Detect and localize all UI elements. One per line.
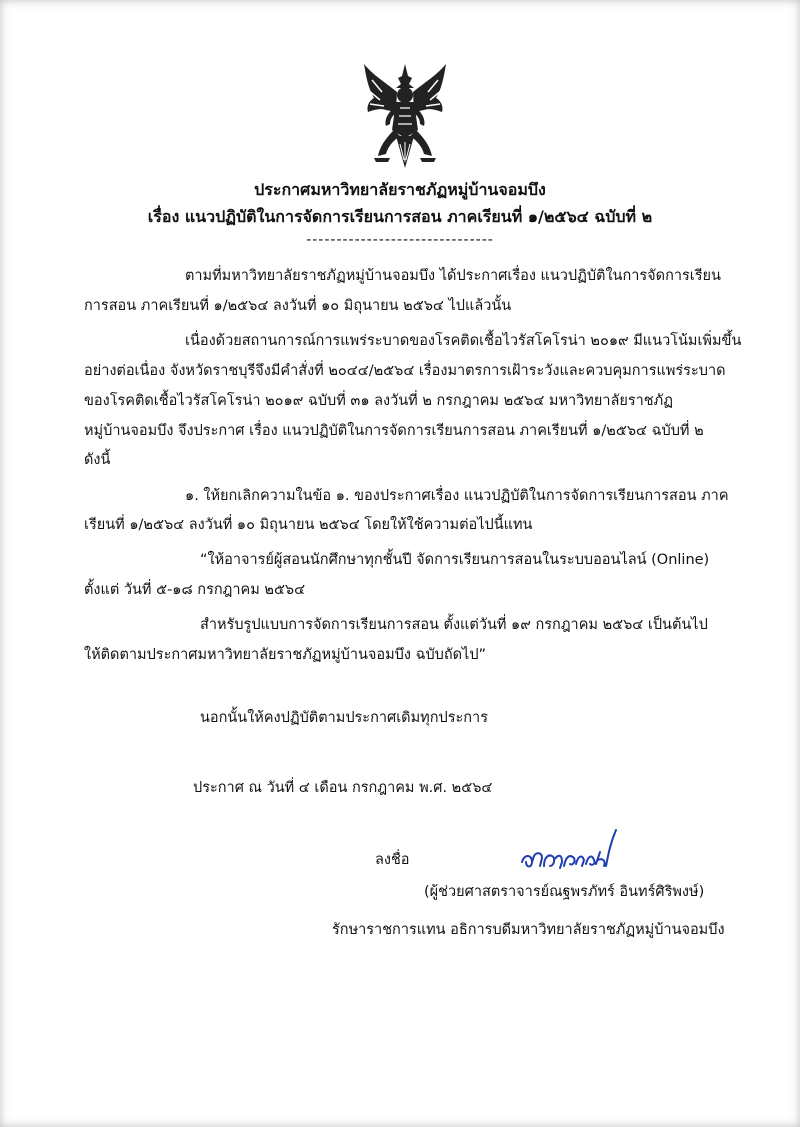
body-line: เรียนที่ ๑/๒๕๖๔ ลงวันที่ ๑๐ มิถุนายน ๒๕๖๔ โดยให้ใช้ความต่อไปนี้แทน <box>84 517 533 533</box>
body-line: ดังนี้ <box>84 452 111 468</box>
body-line: “ให้อาจารย์ผู้สอนนักศึกษาทุกชั้นปี จัดการเรียนการสอนในระบบออนไลน์ (Online) <box>200 552 710 568</box>
announcement-subject: เรื่อง แนวปฏิบัติในการจัดการเรียนการสอน ภาคเรียนที่ ๑/๒๕๖๔ ฉบับที่ ๒ <box>147 207 653 226</box>
title-separator: ------------------------------- <box>306 232 494 248</box>
body-line: นอกนั้นให้คงปฏิบัติตามประกาศเดิมทุกประการ <box>200 710 488 726</box>
body-line: ให้ติดตามประกาศมหาวิทยาลัยราชภัฏหมู่บ้านจอมบึง ฉบับถัดไป” <box>84 647 487 663</box>
body-line: ตั้งแต่ วันที่ ๕-๑๘ กรกฎาคม ๒๕๖๔ <box>84 582 306 598</box>
body-line: ตามที่มหาวิทยาลัยราชภัฏหมู่บ้านจอมบึง ได้ประกาศเรื่อง แนวปฏิบัติในการจัดการเรียน <box>185 268 721 284</box>
sign-label: ลงชื่อ <box>375 852 410 868</box>
body-line: เนื่องด้วยสถานการณ์การแพร่ระบาดของโรคติดเชื้อไวรัสโคโรน่า ๒๐๑๙ มีแนวโน้มเพิ่มขึ้น <box>185 333 742 349</box>
announcement-date: ประกาศ ณ วันที่ ๔ เดือน กรกฎาคม พ.ศ. ๒๕๖๔ <box>193 780 493 796</box>
garuda-emblem-icon <box>360 62 450 170</box>
body-line: ของโรคติดเชื้อไวรัสโคโรน่า ๒๐๑๙ ฉบับที่ ๓๑ ลงวันที่ ๒ กรกฎาคม ๒๕๖๔ มหาวิทยาลัยราชภัฏ <box>84 393 673 409</box>
signer-name: (ผู้ช่วยศาสตราจารย์ณฐพรภัทร์ อินทร์ศิริพงษ์) <box>424 884 705 900</box>
body-line: ๑. ให้ยกเลิกความในข้อ ๑. ของประกาศเรื่อง แนวปฏิบัติในการจัดการเรียนการสอน ภาค <box>185 488 729 504</box>
body-line: หมู่บ้านจอมบึง จึงประกาศ เรื่อง แนวปฏิบัติในการจัดการเรียนการสอน ภาคเรียนที่ ๑/๒๕๖๔ ฉบับที่ ๒ <box>84 423 704 439</box>
body-line: อย่างต่อเนื่อง จังหวัดราชบุรีจึงมีคำสั่งที่ ๒๐๔๔/๒๕๖๔ เรื่องมาตรการเฝ้าระวังและควบคุมการแพร่ระบาด <box>84 363 726 379</box>
signer-position: รักษาราชการแทน อธิการบดีมหาวิทยาลัยราชภัฏหมู่บ้านจอมบึง <box>332 922 725 938</box>
body-line: การสอน ภาคเรียนที่ ๑/๒๕๖๔ ลงวันที่ ๑๐ มิถุนายน ๒๕๖๔ ไปแล้วนั้น <box>84 298 512 314</box>
handwritten-signature <box>518 826 623 882</box>
announcement-title: ประกาศมหาวิทยาลัยราชภัฏหมู่บ้านจอมบึง <box>254 180 546 199</box>
body-line: สำหรับรูปแบบการจัดการเรียนการสอน ตั้งแต่วันที่ ๑๙ กรกฎาคม ๒๕๖๔ เป็นต้นไป <box>200 617 708 633</box>
